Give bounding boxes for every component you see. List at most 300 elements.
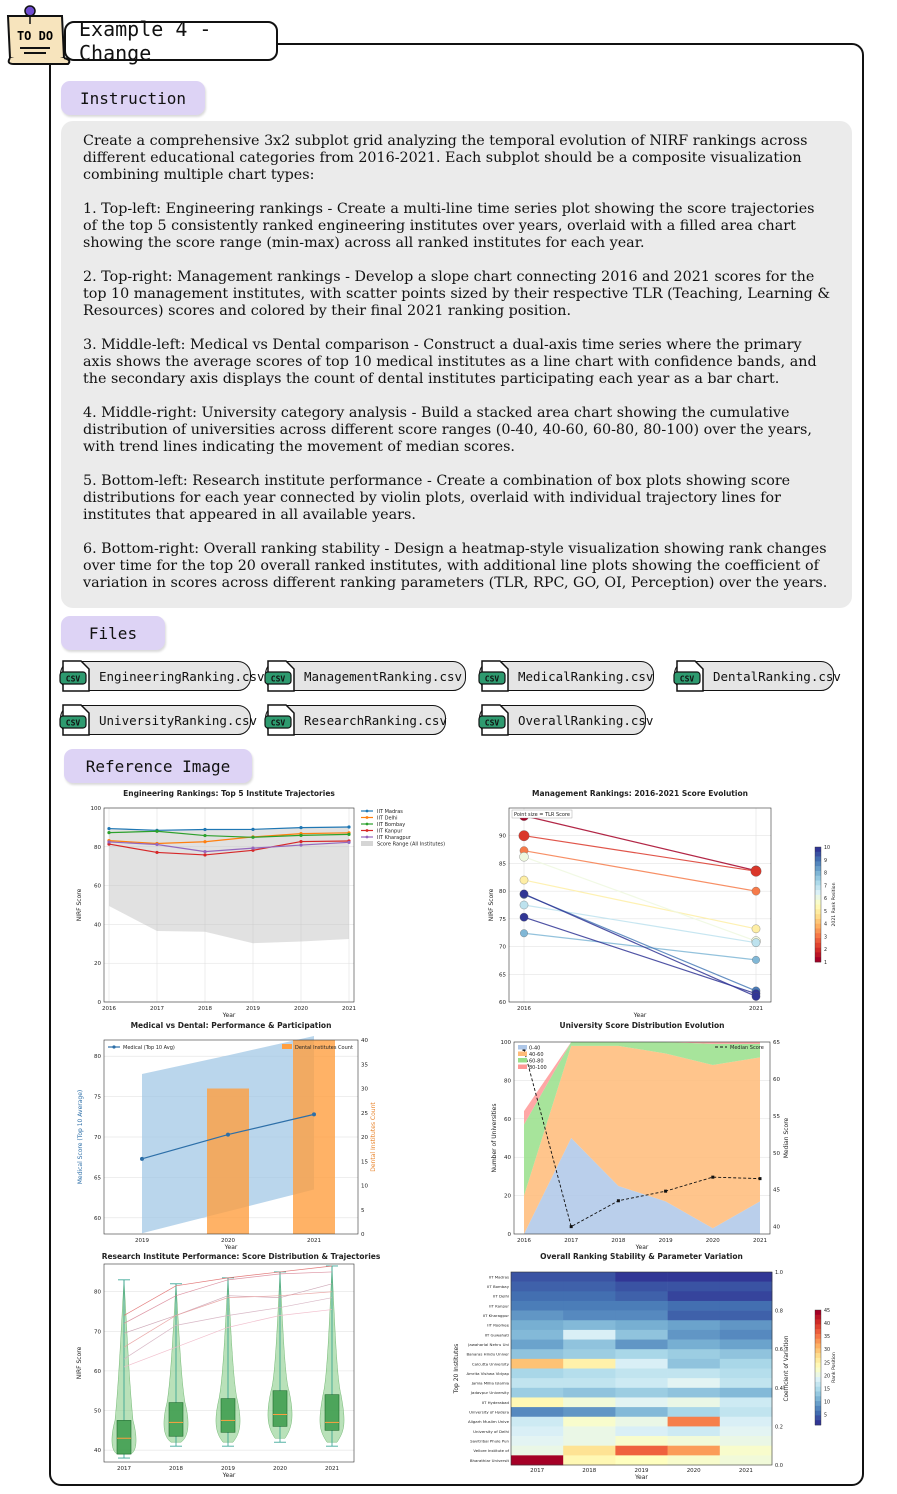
x-tick-label: 2016 [102,1006,116,1012]
y2-tick-label: 65 [773,1040,780,1046]
y-tick-label: 80 [94,844,101,851]
colorbar-tick: 40 [824,1322,831,1328]
slope-line [524,851,756,891]
legend-marker [366,810,369,813]
legend-label: IIT Kanpur [377,828,403,835]
legend-label: Median Score [730,1045,764,1051]
heatmap-cell [720,1291,773,1301]
heatmap-cell [615,1407,668,1417]
heatmap-cell [563,1311,616,1321]
y-tick-label: 60 [504,1116,511,1123]
heatmap-cell [720,1397,773,1407]
x-tick-label: 2020 [686,1468,701,1474]
csv-icon-label: CSV [270,674,286,684]
colorbar-segment [815,1353,821,1358]
colorbar-segment [815,895,821,900]
heatmap-cell [668,1330,721,1340]
heatmap-cell [668,1407,721,1417]
colorbar-segment [815,890,821,895]
row-label: IIT Kharagpur [482,1313,509,1319]
colorbar-segment [815,1411,821,1416]
heatmap-cell [668,1369,721,1379]
data-point [711,1176,714,1179]
colorbar-segment [815,1401,821,1406]
colorbar-segment [815,919,821,924]
heatmap-cell [615,1272,668,1282]
files-label: Files [61,616,165,650]
file-name: DentalRanking.csv [713,668,841,684]
data-point [251,847,254,850]
row-label: IIT Bombay [487,1284,509,1290]
heatmap-cell [720,1320,773,1330]
data-point [520,890,528,898]
x-tick-label: 2021 [342,1006,356,1012]
y-tick-label: 75 [499,916,506,923]
y-tick-label: 0 [97,1000,101,1006]
y-axis-label: Top 20 Institutes [453,1343,460,1394]
colorbar-tick: 8 [824,871,828,877]
data-point [520,901,528,909]
csv-file-icon [59,659,91,693]
heatmap-cell [511,1417,564,1427]
legend-marker [112,1045,115,1048]
y-tick-label: 80 [94,1054,101,1061]
data-point [155,851,158,854]
data-point [203,834,206,837]
colorbar-segment [815,847,821,852]
x-tick-label: 2019 [246,1006,260,1012]
data-point [347,841,350,844]
heatmap-cell [563,1378,616,1388]
legend-swatch [518,1065,527,1070]
file-chip-engineering[interactable] [60,661,265,691]
x-tick-label: 2016 [517,1238,531,1244]
heatmap-cell [511,1282,564,1292]
reference-charts [60,786,856,1484]
colorbar-segment [815,943,821,948]
heatmap-cell [668,1282,721,1292]
y-tick-label: 40 [94,922,101,929]
heatmap-cell [720,1330,773,1340]
box [221,1399,235,1433]
instruction-label: Instruction [61,81,205,115]
heatmap-cell [720,1359,773,1369]
colorbar-segment [815,924,821,929]
y-tick-label: 65 [94,1175,101,1182]
data-point [519,830,530,841]
colorbar-tick: 5 [824,909,828,915]
csv-icon-label: CSV [65,674,81,684]
y-tick-label: 80 [499,889,506,896]
data-point [664,1190,667,1193]
heatmap-cell [511,1407,564,1417]
data-point [752,939,760,947]
y2-tick-label: 50 [773,1150,780,1157]
file-name: ManagementRanking.csv [304,668,463,684]
colorbar-tick: 9 [824,858,828,864]
slope-line [524,880,756,929]
y2-tick-label: 25 [361,1110,368,1117]
x-tick-label: 2017 [150,1006,164,1012]
x-tick-label: 2020 [294,1006,308,1012]
box [325,1395,339,1431]
colorbar-tick: 4 [824,922,828,928]
data-point [299,843,302,846]
colorbar-tick: 35 [824,1335,831,1341]
heatmap-cell [615,1311,668,1321]
heatmap-cell [720,1436,773,1446]
legend-marker [366,829,369,832]
heatmap-cell [720,1455,773,1465]
heatmap-cell [511,1320,564,1330]
colorbar-tick: 3 [824,935,828,941]
data-point [226,1133,230,1137]
colorbar-segment [815,1377,821,1382]
y2-tick-label: 0.8 [775,1308,783,1315]
colorbar-tick: 1 [824,961,828,966]
csv-icon-label: CSV [484,718,500,728]
heatmap-cell [615,1282,668,1292]
legend-swatch [518,1052,527,1057]
colorbar-segment [815,1320,821,1325]
file-chip-research[interactable] [265,705,446,735]
colorbar-tick: 30 [824,1348,831,1354]
legend-label: IIT Kharagpur [377,835,411,841]
colorbar-segment [815,1372,821,1377]
x-tick-label: 2018 [169,1466,183,1472]
colorbar-segment [815,857,821,862]
file-chip-university[interactable] [60,705,258,735]
legend-label: 0-40 [529,1045,541,1052]
x-axis-label: Year [633,1012,647,1019]
file-name: EngineeringRanking.csv [99,668,265,684]
colorbar-segment [815,1334,821,1339]
heatmap-cell [668,1320,721,1330]
y-tick-label: 60 [94,1368,101,1375]
y-tick-label: 100 [90,806,101,812]
colorbar-segment [815,905,821,910]
colorbar-segment [815,1348,821,1353]
slope-line [524,836,756,871]
heatmap-cell [615,1320,668,1330]
csv-icon-label: CSV [270,718,286,728]
row-label: Jamia Millia Islamia [471,1380,509,1386]
colorbar-segment [815,1310,821,1315]
colorbar-segment [815,852,821,857]
data-point [140,1157,144,1161]
colorbar-segment [815,1387,821,1392]
data-point [752,887,760,895]
x-tick-label: 2021 [753,1238,767,1244]
heatmap-cell [615,1340,668,1350]
y-tick-label: 70 [94,1329,101,1336]
heatmap-cell [511,1455,564,1465]
row-label: University of Delhi [473,1428,509,1434]
csv-icon-label: CSV [65,718,81,728]
legend-marker [366,816,369,819]
y-tick-label: 20 [504,1193,511,1200]
heatmap-cell [563,1349,616,1359]
data-point [299,840,302,843]
heatmap-cell [615,1455,668,1465]
y-tick-label: 80 [94,1289,101,1296]
x-tick-label: 2018 [611,1238,626,1244]
heatmap-cell [511,1446,564,1456]
heatmap-cell [615,1446,668,1456]
colorbar-segment [815,1391,821,1396]
data-point [155,843,158,846]
legend-swatch [518,1058,527,1063]
x-tick-label: 2021 [749,1006,763,1012]
data-point [617,1199,620,1202]
file-name: OverallRanking.csv [518,712,654,728]
heatmap-cell [668,1446,721,1456]
colorbar-segment [815,1324,821,1329]
colorbar-tick: 25 [824,1361,831,1367]
y2-tick-label: 30 [361,1086,368,1093]
y2-tick-label: 5 [361,1207,365,1214]
file-chip-management[interactable] [265,661,466,691]
file-name: UniversityRanking.csv [99,712,258,728]
y2-tick-label: 0.6 [775,1347,783,1354]
file-chip-overall[interactable] [479,705,654,735]
csv-file-icon [264,659,296,693]
y-axis-label: NIRF Score [76,888,83,922]
heatmap-cell [511,1311,564,1321]
x-tick-label: 2017 [117,1466,131,1472]
heatmap-cell [720,1272,773,1282]
chart-title: Research Institute Performance: Score Distribution & Trajectories [101,1252,381,1261]
heatmap-cell [668,1388,721,1398]
colorbar-segment [815,1344,821,1349]
chart-title: University Score Distribution Evolution [559,1021,725,1030]
colorbar-tick: 2 [824,948,828,954]
heatmap-cell [668,1426,721,1436]
data-point [107,827,110,830]
y-tick-label: 70 [499,944,506,951]
heatmap-cell [511,1340,564,1350]
colorbar-segment [815,948,821,953]
y2-tick-label: 15 [361,1159,368,1166]
colorbar-segment [815,900,821,905]
heatmap-cell [563,1388,616,1398]
heatmap-cell [668,1291,721,1301]
file-chip-dental[interactable] [674,661,841,691]
box [169,1403,183,1437]
y2-tick-label: 0.2 [775,1424,783,1431]
heatmap-cell [563,1340,616,1350]
csv-file-icon [264,703,296,737]
heatmap-cell [563,1330,616,1340]
heatmap-cell [511,1272,564,1282]
file-chip-medical[interactable] [479,661,654,691]
x-tick-label: 2020 [221,1238,235,1244]
csv-icon-label: CSV [484,674,500,684]
heatmap-cell [668,1378,721,1388]
heatmap-cell [563,1272,616,1282]
heatmap-cell [720,1282,773,1292]
instruction-paragraph: 1. Top-left: Engineering rankings - Create a multi-line time series plot showing the score trajectories of the top 5 consistently ranked engineering institutes over years, overlaid with a filled area chart showing the score range (min-max) across all ranked institutes for each year. [83,201,815,251]
x-tick-label: 2017 [530,1468,545,1474]
y-tick-label: 90 [499,833,506,840]
box [117,1420,131,1454]
colorbar-segment [815,1396,821,1401]
colorbar-segment [815,1315,821,1320]
heatmap-cell [511,1359,564,1369]
y2-tick-label: 10 [361,1183,368,1190]
chart-title: Management Rankings: 2016-2021 Score Evolution [532,789,748,798]
y-tick-label: 0 [507,1232,511,1238]
legend-label: IIT Bombay [377,822,406,828]
heatmap-cell [615,1397,668,1407]
x-tick-label: 2021 [738,1468,753,1474]
colorbar-segment [815,914,821,919]
data-point [203,840,206,843]
data-point [107,831,110,834]
x-tick-label: 2019 [658,1238,673,1244]
colorbar-segment [815,952,821,957]
page-title [64,17,278,65]
data-point [752,925,760,933]
legend-label: Dental Institutes Count [295,1045,353,1051]
heatmap-cell [720,1340,773,1350]
chart-title: Medical vs Dental: Performance & Participation [130,1021,332,1030]
row-label: IIT Guwahati [484,1332,509,1338]
data-point [203,853,206,856]
heatmap-cell [511,1349,564,1359]
colorbar-segment [815,1329,821,1334]
y2-tick-label: 40 [361,1038,368,1044]
y-tick-label: 100 [500,1040,511,1046]
y2-tick-label: 20 [361,1135,368,1141]
x-axis-label: Year [222,1012,236,1019]
colorbar-segment [815,881,821,886]
data-point [203,828,206,831]
colorbar-segment [815,885,821,890]
csv-file-icon [59,703,91,737]
colorbar-tick: 6 [824,897,828,903]
row-label: University of Hydera [469,1409,509,1415]
colorbar-segment [815,909,821,914]
heatmap-cell [720,1369,773,1379]
colorbar-segment [815,1382,821,1387]
heatmap-cell [511,1369,564,1379]
data-point [251,828,254,831]
heatmap-cell [615,1359,668,1369]
row-label: IIT Kanpur [489,1303,509,1309]
heatmap-cell [720,1388,773,1398]
y-axis-label: NIRF Score [488,888,495,922]
colorbar-segment [815,1363,821,1368]
heatmap-cell [720,1301,773,1311]
heatmap-cell [563,1369,616,1379]
slope-line [524,816,756,871]
heatmap-cell [511,1330,564,1340]
data-point [520,930,528,938]
row-label: Jadavpur University [470,1390,509,1396]
heatmap-cell [511,1378,564,1388]
row-label: IIT Roorkee [487,1322,509,1328]
data-point [203,850,206,853]
data-point [299,834,302,837]
row-label: IIT Madras [488,1274,509,1280]
y2-tick-label: 55 [773,1113,780,1120]
colorbar-segment [815,1368,821,1373]
instruction-text [61,121,852,608]
x-tick-label: 2019 [634,1468,649,1474]
y-tick-label: 70 [94,1135,101,1141]
y-tick-label: 60 [94,883,101,890]
y-axis-label: Medical Score (Top 10 Average) [77,1089,84,1185]
y-tick-label: 65 [499,972,506,979]
heatmap-cell [511,1436,564,1446]
reference-image-label: Reference Image [64,749,252,783]
x-axis-label: Year [224,1244,238,1251]
x-tick-label: 2021 [307,1238,321,1244]
row-label: Aligarh Muslim Unive [467,1419,509,1425]
y2-tick-label: 60 [773,1076,780,1083]
heatmap-cell [615,1349,668,1359]
heatmap-cell [720,1378,773,1388]
heatmap-cell [615,1301,668,1311]
heatmap-cell [615,1291,668,1301]
heatmap-cell [668,1455,721,1465]
heatmap-cell [563,1282,616,1292]
x-tick-label: 2016 [517,1006,531,1012]
y-tick-label: 40 [94,1448,101,1455]
y2-tick-label: 0.4 [775,1385,783,1392]
heatmap-cell [563,1397,616,1407]
heatmap-cell [615,1417,668,1427]
colorbar-label: 2021 Rank Position [832,882,837,927]
chart-title: Engineering Rankings: Top 5 Institute Trajectories [123,789,335,798]
colorbar-segment [815,1415,821,1420]
heatmap-cell [563,1426,616,1436]
csv-file-icon [673,659,705,693]
heatmap-cell [511,1388,564,1398]
heatmap-cell [615,1330,668,1340]
legend-label: IIT Madras [377,809,403,815]
legend-swatch [361,841,373,846]
heatmap-cell [563,1359,616,1369]
heatmap-cell [720,1417,773,1427]
heatmap-cell [720,1446,773,1456]
heatmap-cell [720,1311,773,1321]
instruction-paragraph: 5. Bottom-left: Research institute performance - Create a combination of box plots showing score distributions for each year connected by violin plots, overlaid with individual trajectory lines for institutes that appeared in all available years. [83,473,791,523]
x-axis-label: Year [635,1474,648,1481]
legend-label: Score Range (All Institutes) [377,841,446,848]
y2-axis-label: Median Score [783,1117,790,1159]
csv-file-icon [478,703,510,737]
y-tick-label: 50 [94,1408,101,1415]
row-label: Bharathiar Universit [469,1457,509,1463]
y2-axis-label: Coefficient of Variation [784,1335,790,1402]
x-tick-label: 2019 [221,1466,235,1472]
instruction-paragraph: 6. Bottom-right: Overall ranking stability - Design a heatmap-style visualization showing rank changes over time for the top 20 overall ranked institutes, with additional line plots showing the coefficient of variation in scores across different ranking parameters (TLR, RPC, GO, OI, Perception) over the years. [83,541,828,591]
heatmap-cell [668,1311,721,1321]
colorbar-segment [815,861,821,866]
legend-label: Medical (Top 10 Avg) [123,1045,175,1051]
csv-icon-label: CSV [679,674,695,684]
heatmap-cell [668,1349,721,1359]
x-tick-label: 2020 [705,1238,720,1244]
colorbar-tick: 15 [824,1387,831,1393]
heatmap-cell [668,1301,721,1311]
instruction-paragraph: 3. Middle-left: Medical vs Dental comparison - Construct a dual-axis time series where the primary axis shows the average scores of top 10 medical institutes as a line chart with confidence bands, and the secondary axis displays the count of dental institutes participating each year as a bar chart. [83,337,817,387]
colorbar-tick: 7 [824,884,828,890]
data-point [107,840,110,843]
legend-swatch [282,1044,292,1049]
